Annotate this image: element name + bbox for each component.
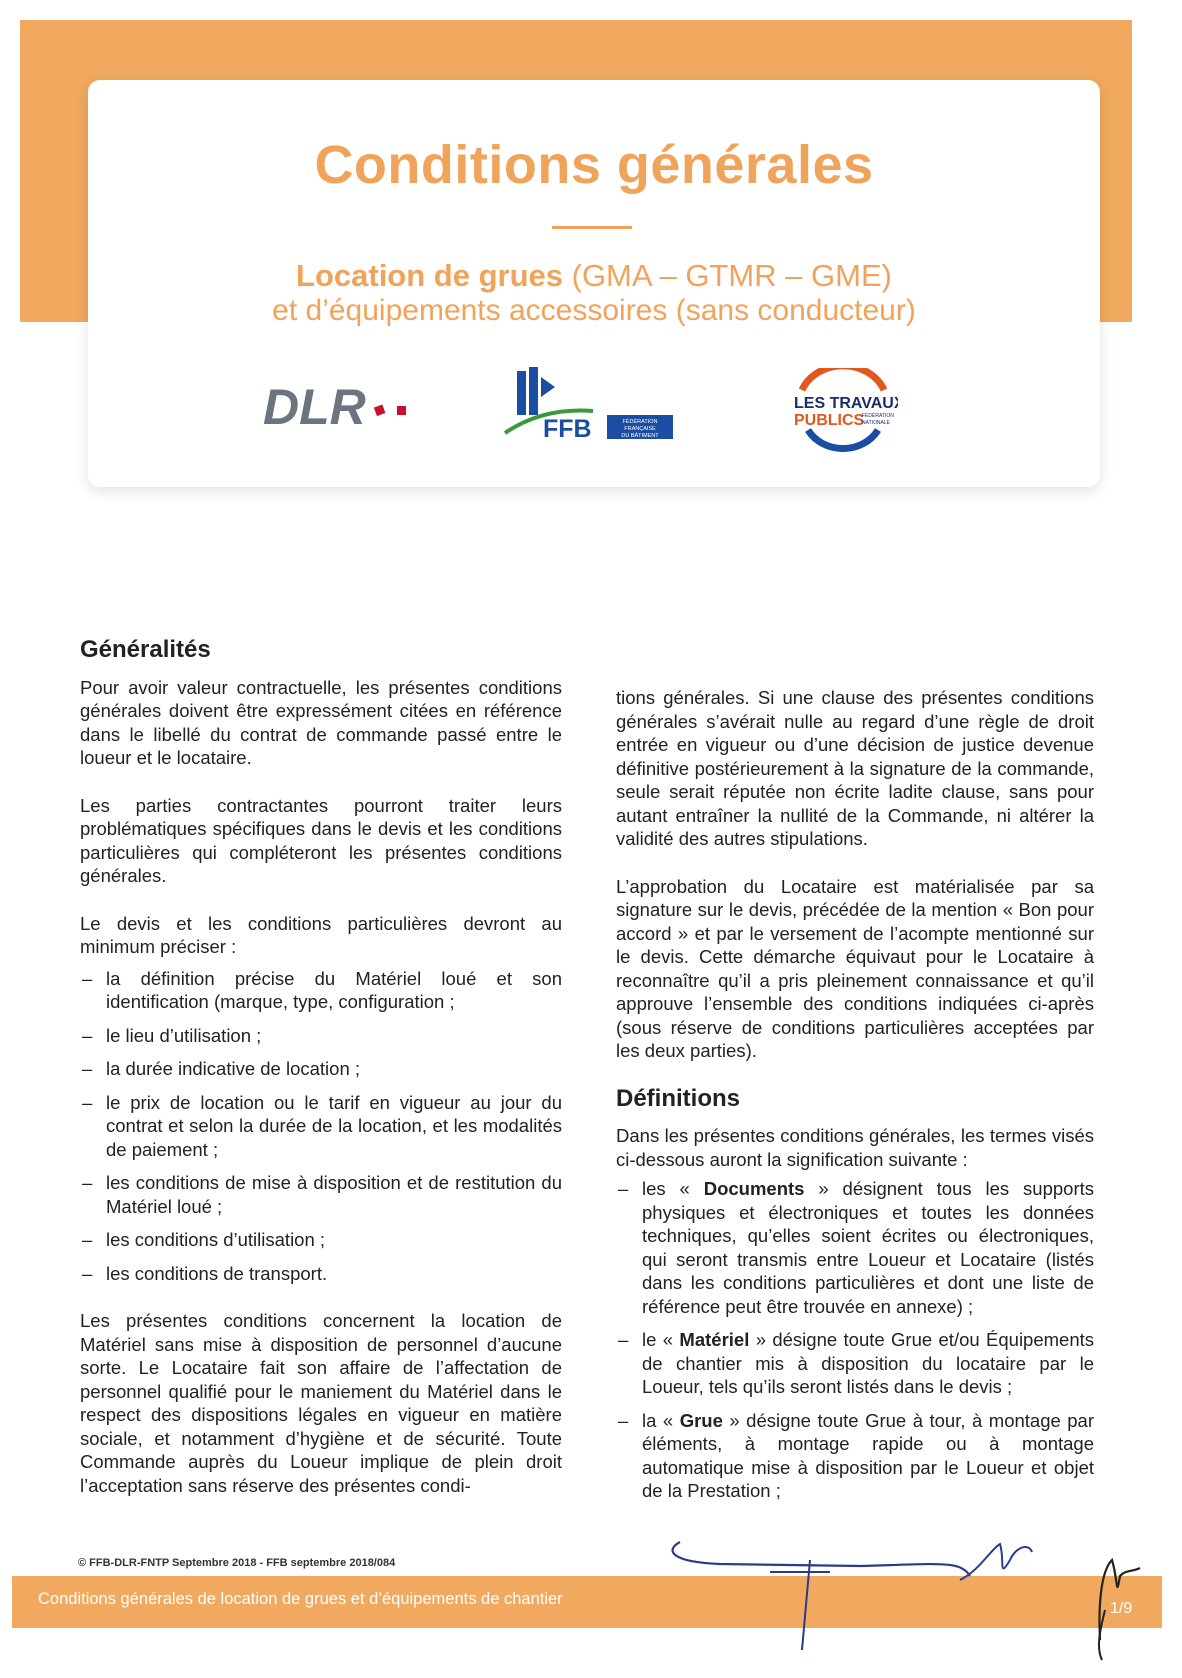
definition-post: » désigne toute Grue et/ou Équipements de chantier mis à disposition du locataire par le Loueur, tels qu’ils seront listés dans le devis ; [642,1329,1095,1397]
paragraph: L’approbation du Locataire est matérialisée par sa signature sur le devis, précédée de la mention « Bon pour accord » et par le versement de l’acompte mentionné sur le devis. Cette démarche équivaut pour le Locataire à reconnaître qu’il a pris pleinement connaissance et qu’il approuve l’ensemble des conditions indiquées ci-après (sous réserve de conditions particulières acceptées par les deux parties). [616,875,1094,1061]
ffb-flag-icon [541,377,555,397]
requirements-list [80,967,562,1286]
section-heading-generalites: Généralités [80,636,211,663]
paragraph: Le devis et les conditions particulières devront au minimum préciser : [80,912,562,957]
definition-term: Matériel [679,1329,750,1350]
handwritten-signature [660,1520,1160,1675]
dash-icon: – [618,1178,629,1199]
list-item [80,1024,562,1048]
page-title: Conditions générales [314,135,874,195]
list-item-text: les conditions de mise à disposition et de restitution du Matériel loué ; [106,1172,562,1217]
dash-icon: – [82,1091,93,1113]
definitions-list [616,1177,1094,1503]
footer-text: Conditions générales de location de grues et d’équipements de chantier [38,1590,563,1608]
dlr-logo-graphic [263,380,453,436]
dash-icon: – [82,1172,93,1193]
list-item-text: le lieu d’utilisation ; [106,1024,262,1046]
dlr-wordmark: DLR [263,380,366,435]
definition-post: » désigne toute Grue à tour, à montage par éléments, à montage rapide ou à montage automatique mise à disposition par le Loueur et objet de la Prestation ; [642,1409,1095,1501]
travaux-publics-logo [788,368,898,463]
ffb-tagline-3: DU BÂTIMENT [621,433,659,439]
copyright-line: © FFB-DLR-FNTP Septembre 2018 - FFB septembre 2018/084 [78,1557,396,1569]
ffb-tagline-2: FRANÇAISE [624,426,656,432]
section-heading-definitions: Définitions [616,1084,740,1112]
subtitle-codes: (GMA – GTMR – GME) [571,258,892,293]
tp-side1: FÉDÉRATION [862,413,894,419]
ffb-bar-icon [517,371,526,415]
dash-icon: – [82,1024,93,1046]
ffb-bar-icon [529,367,538,415]
definition-term: Documents [703,1178,805,1199]
tp-bottom-arc-icon [808,430,878,449]
definition-term: Grue [679,1409,723,1431]
tp-side2: NATIONALE [862,420,890,426]
dash-icon: – [618,1409,629,1431]
ffb-logo-graphic [503,365,678,445]
dash-icon: – [82,1262,93,1284]
ffb-wordmark: FFB [543,415,592,443]
list-item-text: le prix de location ou le tarif en vigueur au jour du contrat et selon la durée de la location, et les modalités de paiement ; [106,1091,562,1160]
list-item-text: les conditions d’utilisation ; [106,1229,326,1250]
definition-post: » désignent tous les supports physiques et électroniques et toutes les données techniques, qu’elles soient écrites ou électroniques, qui seront transmis entre Loueur et Locataire (listés dans les conditions particulières et dont une liste de référence peut être trouvée en annexe) ; [642,1178,1095,1317]
dlr-dot-icon [374,405,386,417]
signature-graphic [660,1520,1160,1670]
list-item-text: les conditions de transport. [106,1262,328,1284]
tp-line1: LES TRAVAUX [794,395,898,412]
dash-icon: – [82,967,93,989]
dlr-dot-icon [397,406,406,415]
list-item [616,1409,1094,1503]
subtitle-bold: Location de grues [296,258,563,293]
dlr-logo [263,380,453,441]
subtitle-line-1 [88,258,1100,294]
page-number: 1/9 [1110,1600,1133,1617]
paragraph: tions générales. Si une clause des présentes conditions générales s’avérait nulle au regard d’une règle de droit entrée en vigueur ou d’une décision de justice devenue définitive postérieurement à la signature de la commande, seule serait réputée non écrite ladite clause, sans pour autant entraîner la nullité de la Commande, ni altérer la validité des autres stipulations. [616,687,1094,849]
paragraph: Dans les présentes conditions générales, les termes visés ci-dessous auront la signification suivante : [616,1125,1094,1170]
right-column [616,686,1094,1527]
dash-icon: – [82,1229,93,1250]
list-item [80,967,562,1014]
title-divider [552,226,632,229]
tp-logo-graphic [788,368,898,458]
list-item [616,1177,1094,1318]
list-item [616,1328,1094,1399]
ffb-logo [503,365,678,450]
tp-line2: PUBLICS [794,412,865,429]
dash-icon: – [618,1329,629,1350]
definition-pre: le « [642,1329,680,1350]
header-card [88,80,1100,487]
list-item-text: la durée indicative de location ; [106,1058,361,1079]
list-item [80,1091,562,1162]
definition-pre: les « [642,1178,704,1199]
definition-pre: la « [642,1409,680,1431]
paragraph: Pour avoir valeur contractuelle, les présentes conditions générales doivent être expressément citées en référence dans le libellé du contrat de commande passé entre le loueur et le locataire. [80,676,562,768]
list-item [80,1262,562,1286]
left-column [80,638,562,1521]
list-item [80,1057,562,1081]
paragraph: Les parties contractantes pourront traiter leurs problématiques spécifiques dans le devis et les conditions particulières qui compléteront les présentes conditions générales. [80,794,562,886]
paragraph: Les présentes conditions concernent la location de Matériel sans mise à disposition de personnel d’aucune sorte. Le Locataire fait son affaire de l’affectation de personnel qualifié pour le maniement du Matériel dans le respect des dispositions légales en vigueur en matière sociale, et notamment d’hygiène et de sécurité. Toute Commande auprès du Loueur implique de plein droit l’acceptation sans réserve des présentes condi- [80,1310,562,1496]
list-item [80,1171,562,1218]
list-item [80,1228,562,1252]
tp-top-arc-icon [802,368,884,390]
ffb-tagline-1: FÉDÉRATION [622,419,658,425]
dash-icon: – [82,1058,93,1079]
list-item-text: la définition précise du Matériel loué et son identification (marque, type, configuration ; [106,967,562,1012]
subtitle-line-2: et d’équipements accessoires (sans conducteur) [272,294,916,327]
